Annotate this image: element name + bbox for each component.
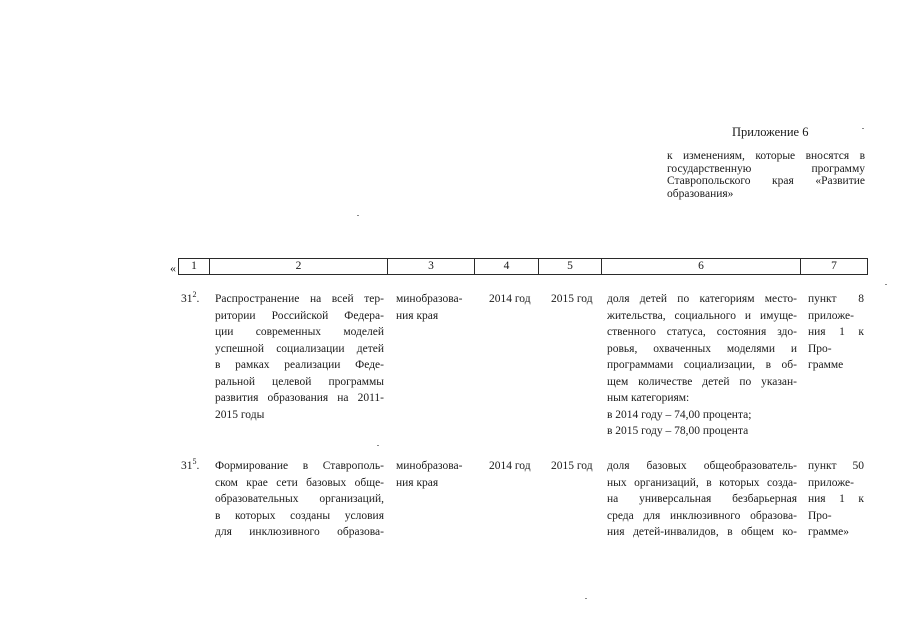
- executor-line: ния края: [396, 476, 439, 489]
- header-col-4: 4: [474, 259, 538, 274]
- opening-quote: «: [170, 261, 176, 275]
- reference-cell: [808, 291, 864, 374]
- row-number: $31^5$.: [181, 457, 200, 472]
- scan-speck: [585, 598, 587, 599]
- reference-line: Про-: [808, 509, 832, 522]
- executor-cell: [396, 458, 462, 491]
- appendix-title: Приложение 6: [732, 125, 809, 139]
- reference-line: приложе-: [808, 476, 854, 489]
- indicator-line: ным категориям:: [607, 392, 690, 404]
- activity-line: Формирование в Ставрополь-: [215, 460, 384, 472]
- activity-line: 2015 годы: [215, 408, 265, 421]
- activity-line: ритории Российской Федера-: [215, 309, 384, 322]
- table-header-row: [178, 258, 868, 275]
- activity-line: Распространение на всей тер-: [215, 293, 384, 305]
- indicator-line: доля базовых общеобразователь-: [607, 460, 797, 472]
- reference-line: грамме: [808, 359, 844, 371]
- executor-cell: [396, 291, 462, 324]
- executor-line: ния края: [396, 309, 439, 322]
- header-col-1: 1: [191, 260, 197, 272]
- reference-line: Про-: [808, 342, 832, 355]
- header-col-6: 6: [601, 259, 800, 274]
- indicator-line: доля детей по категориям место-: [607, 293, 797, 305]
- activity-line: образовательных организаций,: [215, 493, 384, 505]
- reference-line: пункт 8: [808, 293, 864, 305]
- activity-line: в которых созданы условия: [215, 509, 384, 522]
- indicator-line: жительства, социального и имуще-: [607, 309, 797, 322]
- activity-line: успешной социализации детей: [215, 342, 384, 355]
- indicator-line: в 2015 году – 78,00 процента: [607, 425, 749, 437]
- appendix-note: к изменениям, которые вносятся в государственную программу Ставропольского края «Развитие образования»: [667, 150, 865, 200]
- indicator-line: на универсальная безбарьерная: [607, 493, 797, 505]
- executor-line: минобразова-: [396, 460, 463, 472]
- executor-line: минобразова-: [396, 293, 463, 305]
- end-year: 2015 год: [551, 293, 593, 305]
- reference-line: ния 1 к: [808, 493, 864, 505]
- reference-line: приложе-: [808, 309, 854, 322]
- indicator-line: ных организаций, в которых созда-: [607, 476, 797, 489]
- activity-line: ском крае сети базовых обще-: [215, 476, 384, 489]
- indicator-cell: [607, 458, 797, 541]
- activity-line: ральной целевой программы: [215, 375, 384, 388]
- activity-line: ции современных моделей: [215, 326, 384, 338]
- reference-cell: [808, 458, 864, 541]
- activity-cell: [215, 291, 384, 423]
- activity-line: развития образования на 2011-: [215, 392, 384, 404]
- row-number: $31^2$.: [181, 290, 200, 305]
- header-col-3: 3: [387, 259, 474, 274]
- indicator-cell: [607, 291, 797, 440]
- start-year: 2014 год: [489, 460, 531, 472]
- activity-cell: [215, 458, 384, 541]
- activity-line: в рамках реализации Феде-: [215, 359, 384, 371]
- reference-line: пункт 50: [808, 460, 864, 472]
- header-col-7: 7: [800, 259, 867, 274]
- indicator-line: в 2014 году – 74,00 процента;: [607, 408, 752, 421]
- scan-speck: [885, 284, 887, 285]
- start-year: 2014 год: [489, 293, 531, 305]
- indicator-line: среда для инклюзивного образова-: [607, 509, 797, 522]
- scan-speck: [357, 215, 359, 216]
- indicator-line: программами социализации, в об-: [607, 359, 797, 371]
- scan-speck: [377, 445, 379, 446]
- end-year: 2015 год: [551, 460, 593, 472]
- indicator-line: щем количестве детей по указан-: [607, 375, 797, 388]
- header-col-2: 2: [209, 259, 387, 274]
- indicator-line: ровья, охваченных моделями и: [607, 342, 797, 355]
- activity-line: для инклюзивного образова-: [215, 526, 384, 538]
- indicator-line: ственного статуса, состояния здо-: [607, 326, 797, 338]
- scan-speck: [862, 128, 864, 129]
- reference-line: ния 1 к: [808, 326, 864, 338]
- reference-line: грамме»: [808, 526, 849, 538]
- indicator-line: ния детей-инвалидов, в общем ко-: [607, 526, 797, 538]
- header-col-5: 5: [538, 259, 601, 274]
